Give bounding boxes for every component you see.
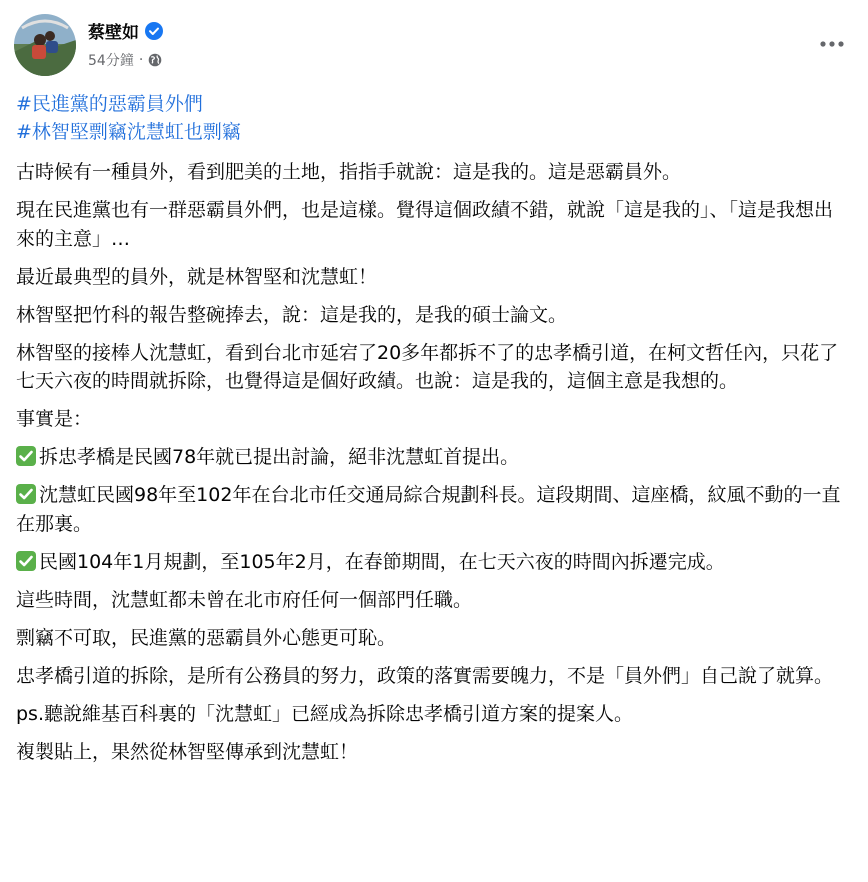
separator-dot: ·: [138, 52, 144, 68]
post-paragraph: 林智堅的接棒人沈慧虹，看到台北市延宕了20多年都拆不了的忠孝橋引道，在柯文哲任內，只花了七天六夜的時間就拆除，也覺得這是個好政績。也說：這是我的，這個主意是我想的。: [16, 341, 839, 392]
post-paragraph: 複製貼上，果然從林智堅傳承到沈慧虹！: [16, 740, 359, 763]
hashtag-link[interactable]: #民進黨的惡霸員外們: [16, 93, 203, 115]
hashtag-list: [16, 90, 846, 146]
author-name-link[interactable]: [88, 18, 163, 43]
check-mark-button-icon: [16, 484, 36, 504]
post-paragraph-checked: [16, 548, 848, 577]
fact-text: 拆忠孝橋是民國78年就已提出討論，絕非沈慧虹首提出。: [39, 446, 520, 468]
author-avatar[interactable]: [14, 14, 76, 76]
globe-icon[interactable]: [148, 53, 162, 67]
post-paragraph: 古時候有一種員外，看到肥美的土地，指指手就說：這是我的。這是惡霸員外。: [16, 161, 682, 183]
post-paragraph: 林智堅把竹科的報告整碗捧去，說：這是我的，是我的碩士論文。: [16, 303, 568, 326]
fact-text: 沈慧虹民國98年至102年在台北市任交通局綜合規劃科長。這段期間、這座橋，紋風不動的一直在那裏。: [16, 484, 841, 535]
post-paragraph: 最近最典型的員外，就是林智堅和沈慧虹！: [16, 265, 378, 288]
post-paragraph: 剽竊不可取，民進黨的惡霸員外心態更可恥。: [16, 626, 397, 649]
check-mark-button-icon: [16, 551, 36, 571]
post-paragraph: 這些時間，沈慧虹都未曾在北市府任何一個部門任職。: [16, 588, 473, 611]
post-paragraph: 事實是：: [16, 408, 93, 430]
post-meta: [88, 50, 162, 70]
author-name: 蔡壁如: [88, 23, 139, 43]
post-paragraph: 忠孝橋引道的拆除，是所有公務員的努力，政策的落實需要魄力，不是「員外們」自己說了就算。: [16, 664, 834, 687]
post-header: [14, 14, 854, 78]
fact-text: 民國104年1月規劃，至105年2月，在春節期間，在七天六夜的時間內拆遷完成。: [39, 550, 725, 573]
hashtag-link[interactable]: #林智堅剽竊沈慧虹也剽竊: [16, 121, 241, 143]
verified-badge-icon: [145, 22, 163, 40]
post-timestamp[interactable]: 54分鐘: [88, 53, 134, 69]
post-paragraph-checked: [16, 443, 848, 472]
post-paragraph-checked: [16, 481, 848, 538]
post-body: [16, 158, 848, 776]
post-paragraph: ps.聽說維基百科裏的「沈慧虹」已經成為拆除忠孝橋引道方案的提案人。: [16, 702, 634, 725]
post-paragraph: 現在民進黨也有一群惡霸員外們，也是這樣。覺得這個政績不錯，就說「這是我的」、「這是我想出來的主意」…: [16, 199, 834, 250]
more-options-icon[interactable]: [814, 26, 850, 62]
check-mark-button-icon: [16, 446, 36, 466]
